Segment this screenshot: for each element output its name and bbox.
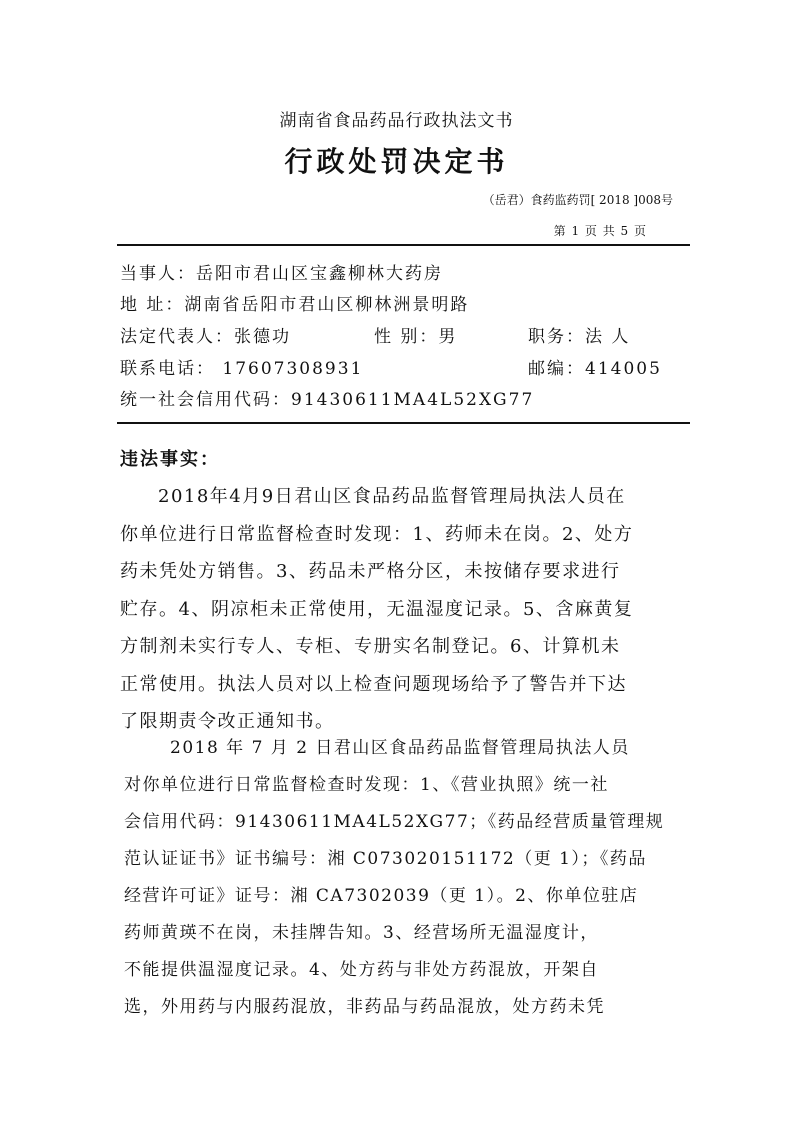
paragraph-line: 选，外用药与内服药混放，非药品与药品混放，处方药未凭 bbox=[124, 997, 605, 1017]
facts-paragraph-1 bbox=[120, 478, 680, 741]
party-position: 职务：法 人 bbox=[528, 327, 631, 347]
document-number: （岳君）食药监药罚[ 2018 ]008号 bbox=[482, 193, 673, 207]
party-credit-code: 统一社会信用代码：91430611MA4L52XG77 bbox=[120, 390, 535, 410]
document-title: 行政处罚决定书 bbox=[284, 145, 509, 178]
bottom-divider bbox=[117, 422, 690, 424]
party-gender: 性 别：男 bbox=[374, 327, 458, 347]
paragraph-line: 2018 年 7 月 2 日君山区食品药品监督管理局执法人员 bbox=[170, 738, 630, 758]
paragraph-line: 对你单位进行日常监督检查时发现：1、《营业执照》统一社 bbox=[124, 775, 609, 795]
paragraph-line: 你单位进行日常监督检查时发现：1、药师未在岗。2、处方 bbox=[120, 523, 634, 545]
paragraph-line: 不能提供温湿度记录。4、处方药与非处方药混放，开架自 bbox=[124, 960, 599, 980]
paragraph-line: 了限期责令改正通知书。 bbox=[120, 711, 335, 732]
document-org-header: 湖南省食品药品行政执法文书 bbox=[279, 111, 514, 131]
facts-heading: 违法事实： bbox=[120, 449, 220, 470]
paragraph-line: 药师黄瑛不在岗，未挂牌告知。3、经营场所无温湿度计， bbox=[124, 923, 599, 943]
paragraph-line: 正常使用。执法人员对以上检查问题现场给予了警告并下达 bbox=[120, 673, 627, 695]
paragraph-line: 2018年4月9日君山区食品药品监督管理局执法人员在 bbox=[158, 486, 626, 507]
party-phone: 联系电话： 17607308931 bbox=[120, 359, 364, 379]
party-postcode: 邮编：414005 bbox=[528, 359, 662, 379]
party-legal-rep: 法定代表人：张德功 bbox=[120, 327, 291, 347]
page-info: 第 1 页 共 5 页 bbox=[553, 224, 647, 238]
paragraph-line: 贮存。4、阴凉柜未正常使用，无温湿度记录。5、含麻黄复 bbox=[120, 598, 634, 620]
top-divider bbox=[117, 244, 690, 246]
party-name: 当事人：岳阳市君山区宝鑫柳林大药房 bbox=[120, 264, 443, 284]
paragraph-line: 范认证证书》证书编号：湘 C073020151172（更 1）；《药品 bbox=[124, 849, 647, 869]
paragraph-line: 经营许可证》证号：湘 CA7302039（更 1）。2、你单位驻店 bbox=[124, 886, 639, 906]
paragraph-line: 方制剂未实行专人、专柜、专册实名制登记。6、计算机未 bbox=[120, 636, 621, 657]
facts-paragraph-2 bbox=[120, 730, 680, 1026]
party-address: 地 址：湖南省岳阳市君山区柳林洲景明路 bbox=[120, 295, 470, 315]
paragraph-line: 药未凭处方销售。3、药品未严格分区，未按储存要求进行 bbox=[120, 561, 621, 582]
paragraph-line: 会信用代码：91430611MA4L52XG77；《药品经营质量管理规 bbox=[124, 812, 665, 832]
